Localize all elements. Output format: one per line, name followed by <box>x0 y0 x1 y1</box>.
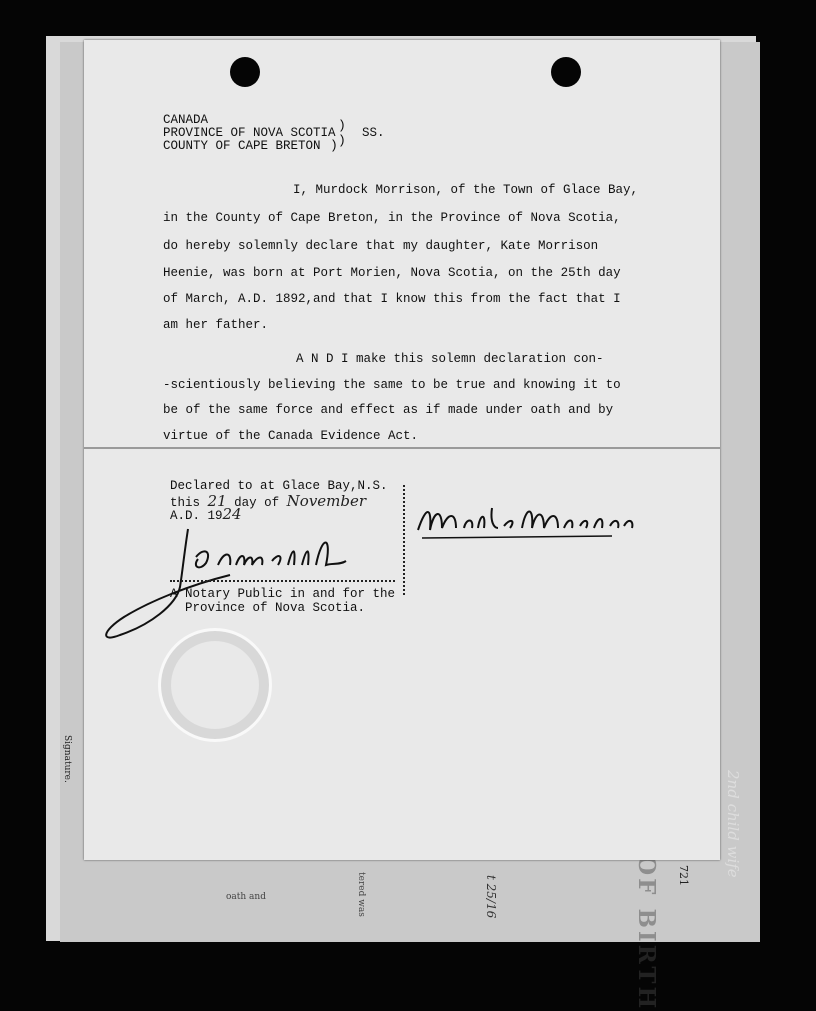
header-canada: CANADA <box>163 113 209 127</box>
declaration-line-6: am her father. <box>163 318 269 332</box>
declaration-line-1: I, Murdock Morrison, of the Town of Glace Bay, <box>293 183 639 197</box>
declaration-line-5: of March, A.D. 1892,and that I know this from the fact that I <box>163 292 621 306</box>
jurat-year-handwritten: 24 <box>222 505 242 523</box>
header-province: PROVINCE OF NOVA SCOTIA <box>163 126 336 140</box>
header-ss: SS. <box>362 126 385 140</box>
declaration-paper <box>84 40 720 860</box>
declaration-line-7: A N D I make this solemn declaration con- <box>296 352 604 366</box>
jurat-year-line <box>170 505 242 523</box>
notary-seal-emboss <box>158 628 272 742</box>
declaration-line-9: be of the same force and effect as if made under oath and by <box>163 403 614 417</box>
header-brace-close: ) <box>330 138 338 153</box>
punch-hole-right <box>551 57 581 87</box>
declaration-line-10: virtue of the Canada Evidence Act. <box>163 429 419 443</box>
punch-hole-left <box>230 57 260 87</box>
jurat-day-of: day of <box>234 496 280 510</box>
bottom-handwritten-text: t 25/16 <box>484 875 498 919</box>
jurat-month-handwritten: November <box>286 492 367 510</box>
bottom-handwritten-date <box>484 875 498 918</box>
tered-was-text: tered was <box>356 872 366 917</box>
form-number <box>677 865 690 886</box>
jurat-day-handwritten: 21 <box>207 492 227 510</box>
oath-and-label: oath and <box>226 892 266 902</box>
paper-fold <box>84 447 720 449</box>
declaration-line-2: in the County of Cape Breton, in the Province of Nova Scotia, <box>163 211 621 225</box>
tered-was-label <box>356 872 366 917</box>
notary-caption-line-1: A Notary Public in and for the <box>170 587 396 601</box>
jurat-ad: A.D. 19 <box>170 509 223 523</box>
form-number-text: 721 <box>677 865 690 886</box>
right-margin-note: 2nd child wife <box>724 770 742 878</box>
header-brace: ) ) <box>338 118 346 148</box>
notary-signature-line <box>170 580 395 582</box>
jurat-this: this <box>170 496 201 510</box>
declarant-signature <box>412 498 642 548</box>
jurat-declared: Declared to at Glace Bay,N.S. <box>170 479 388 493</box>
declaration-line-3: do hereby solemnly declare that my daughter, Kate Morrison <box>163 239 599 253</box>
signature-label: Signature. <box>62 735 72 783</box>
notary-caption-line-2: Province of Nova Scotia. <box>185 601 366 615</box>
declaration-line-8: -scientiously believing the same to be true and knowing it to <box>163 378 621 392</box>
header-county: COUNTY OF CAPE BRETON <box>163 139 321 153</box>
declaration-line-4: Heenie, was born at Port Morien, Nova Scotia, on the 25th day <box>163 266 621 280</box>
